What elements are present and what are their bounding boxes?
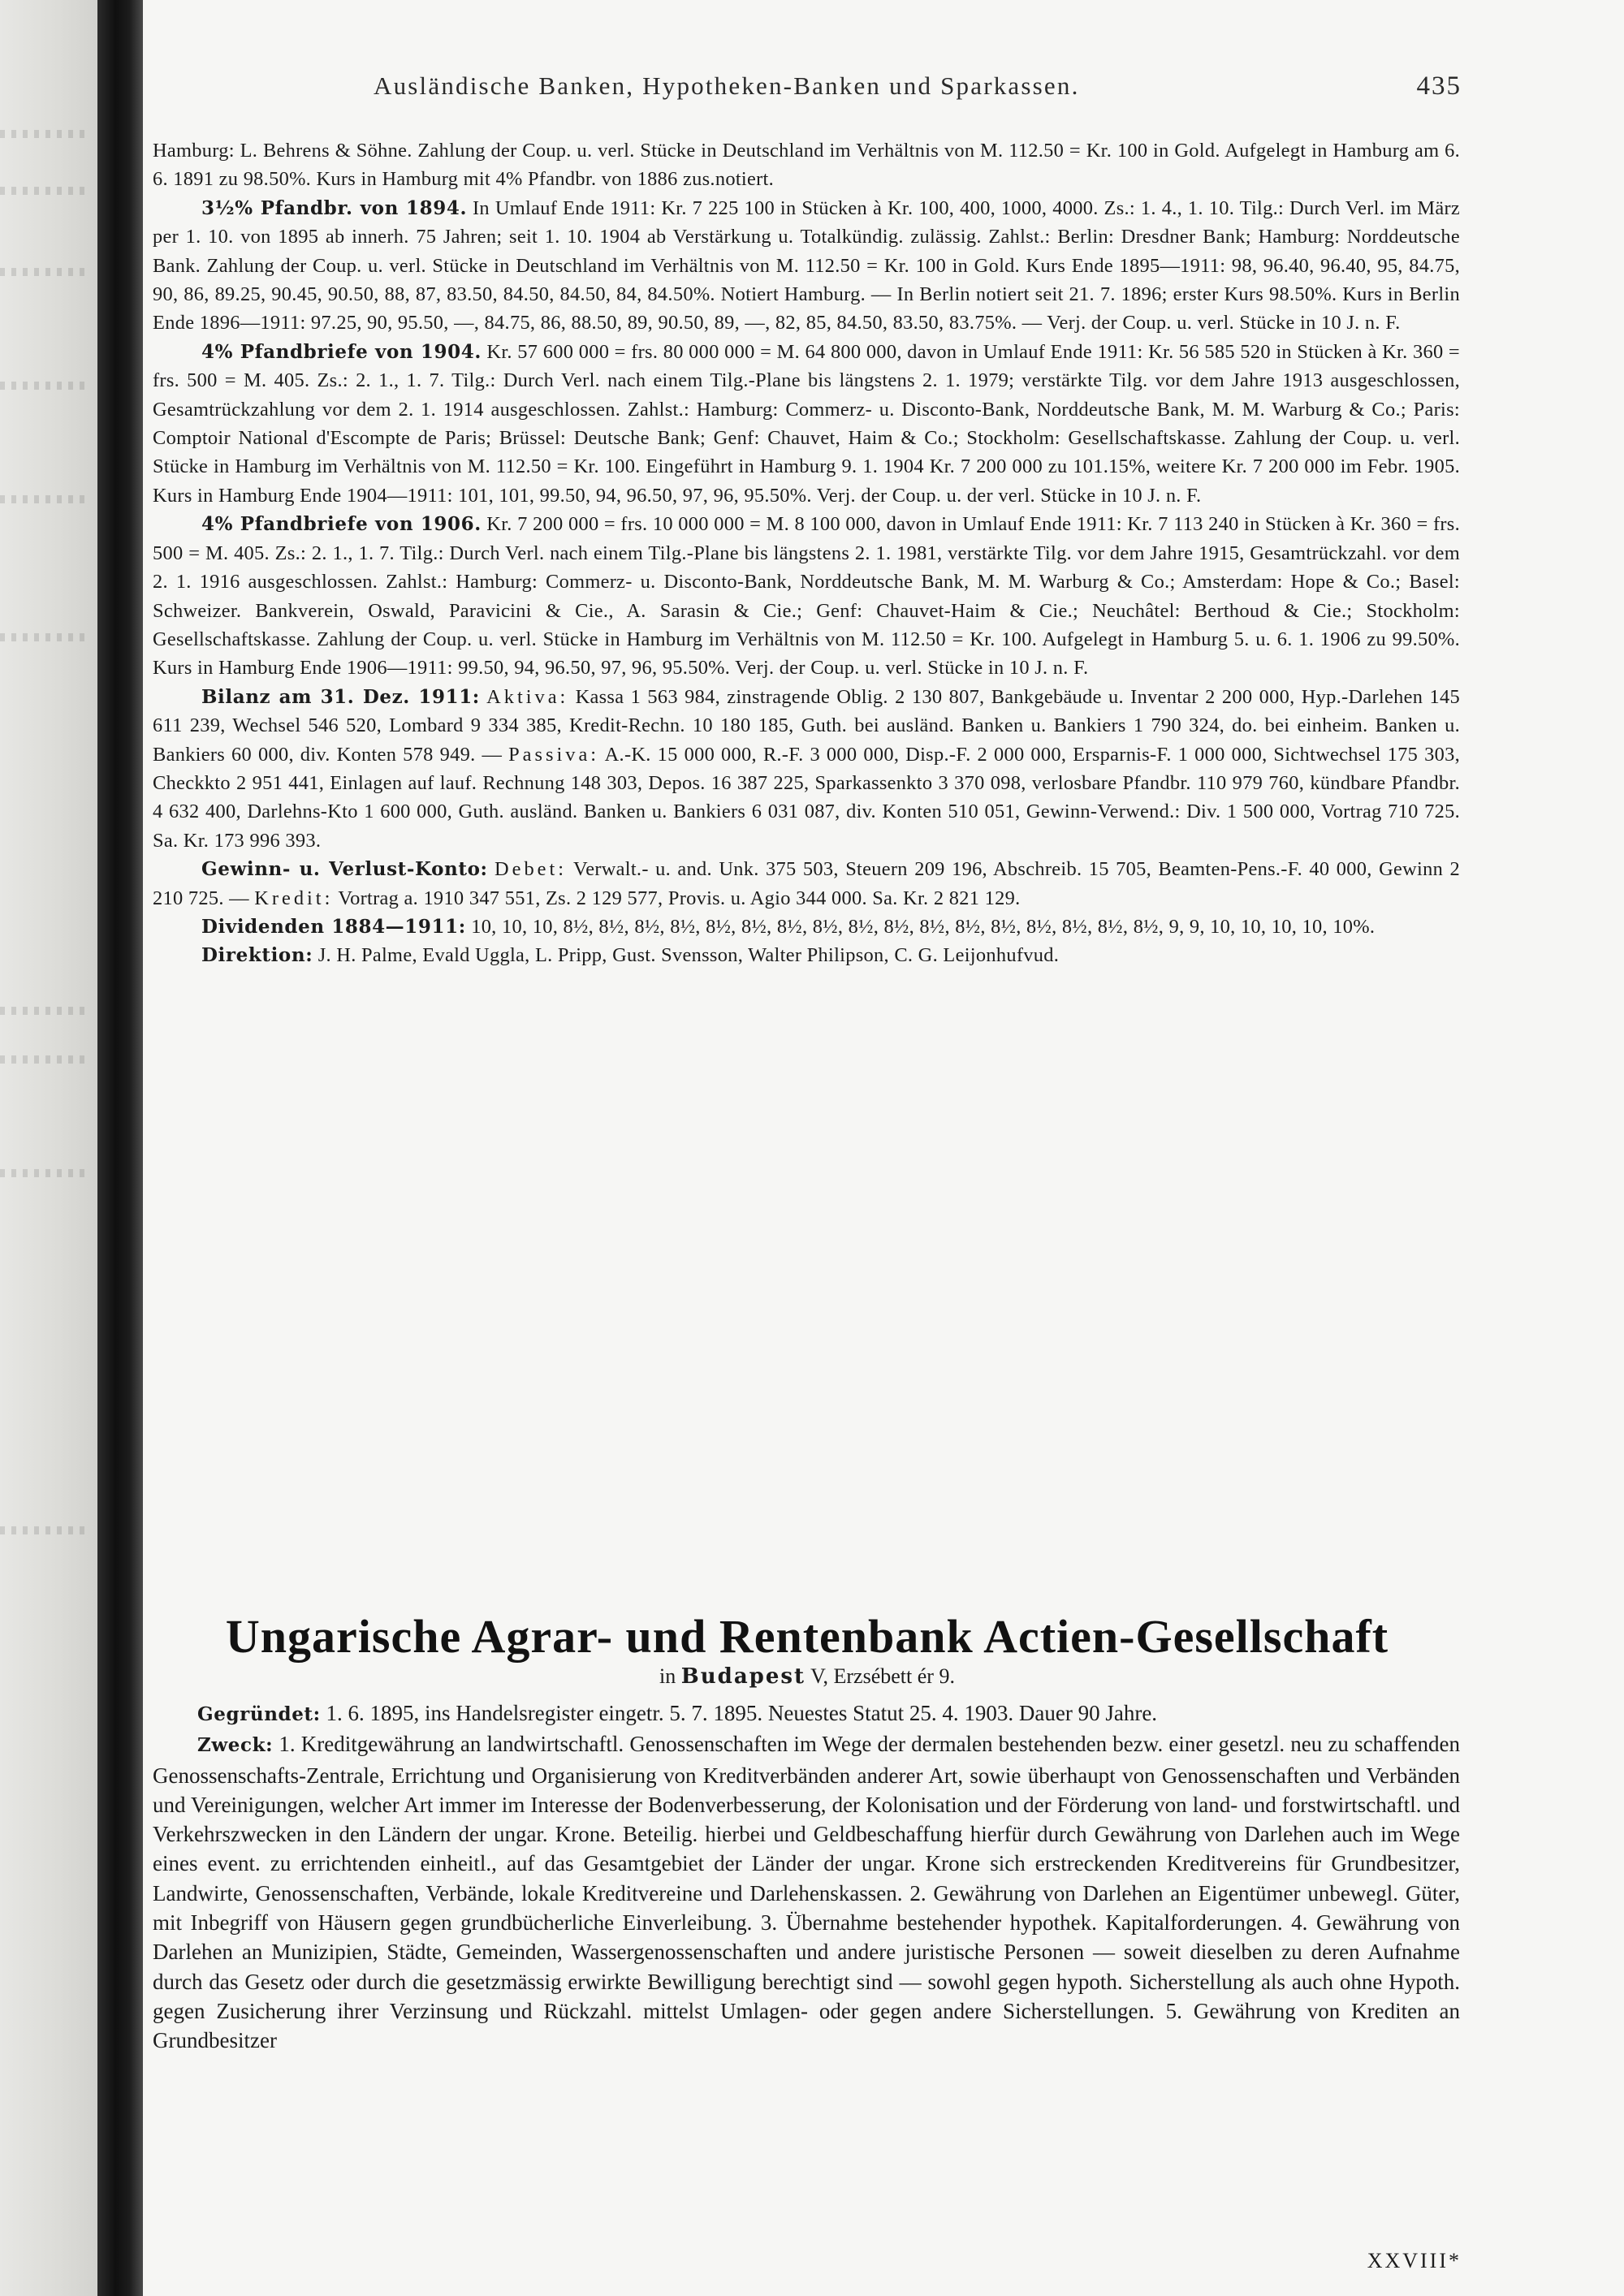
heading-gewinn-verlust: Gewinn- u. Verlust-Konto: [201,858,488,881]
heading-pfandbriefe-1904: 4% Pfandbriefe von 1904. [201,340,482,363]
paragraph-pfandbriefe-1904: 4% Pfandbriefe von 1904. Kr. 57 600 000 = frs. 80 000 000 = M. 64 800 000, davon in Umlauf Ende 1911: Kr. 56 585 520 in Stücken à Kr. 360 = frs. 500 = M. 405. Zs.: 2. 1., 1. 7. Tilg.: Durch Verl. nach einem Tilg.-Plane bis längstens 2. 1. 1979; verstärkte Tilg. vor dem Jahre 1913 ausgeschlossen, Gesamtrückzahlung vor dem 2. 1. 1914 ausgeschlossen. Zahlst.: Hamburg: Commerz- u. Disconto-Bank, Norddeutsche Bank, M. M. Warburg & Co.; Paris: Comptoir National d'Escompte de Paris; Brüssel: Deutsche Bank; Genf: Chauvet, Haim & Co.; Stockholm: Gesellschaftskasse. Zahlung der Coup. u. verl. Stücke in Hamburg im Verhältnis von M. 112.50 = Kr. 100. Eingeführt in Hamburg 9. 1. 1904 Kr. 7 200 000 zu 101.15%, weitere Kr. 7 200 000 im Febr. 1905. Kurs in Hamburg Ende 1904—1911: 101, 101, 99.50, 94, 96.50, 97, 96, 95.50%. Verj. der Coup. u. der verl. Stücke in 10 J. n. F. [153,340,1460,507]
heading-pfandbriefe-1906: 4% Pfandbriefe von 1906. [201,513,482,536]
company-location: in Budapest V, Erzsébett ér 9. [659,1664,955,1689]
adjacent-page-edge [0,0,97,2296]
paragraph-payment: Hamburg: L. Behrens & Söhne. Zahlung der Coup. u. verl. Stücke in Deutschland im Verhältnis von M. 112.50 = Kr. 100 in Gold. Aufgelegt in Hamburg am 6. 6. 1891 zu 98.50%. Kurs in Hamburg mit 4% Pfandbr. von 1886 zus.notiert. [153,140,1460,191]
running-header [244,71,1462,104]
bleed-fragment [0,1007,89,1015]
paragraph-pfandbriefe-1906: 4% Pfandbriefe von 1906. Kr. 7 200 000 = frs. 10 000 000 = M. 8 100 000, davon in Umlauf Ende 1911: Kr. 7 113 240 in Stücken à Kr. 360 = frs. 500 = M. 405. Zs.: 2. 1., 1. 7. Tilg.: Durch Verl. nach einem Tilg.-Plane bis längstens 2. 1. 1981, verstärkte Tilg. vor dem Jahre 1915, Gesamtrückzahl. vor dem 2. 1. 1916 ausgeschlossen. Zahlst.: Hamburg: Commerz- u. Disconto-Bank, Norddeutsche Bank, M. M. Warburg & Co.; Amsterdam: Hope & Co.; Basel: Schweizer. Bankverein, Oswald, Paravicini & Cie., A. Sarasin & Cie.; Genf: Chauvet-Haim & Cie.; Neuchâtel: Berthoud & Cie.; Stockholm: Gesellschaftskasse. Zahlung der Coup. u. verl. Stücke in Hamburg im Verhältnis von M. 112.50 = Kr. 100. Aufgelegt in Hamburg 5. u. 6. 1. 1906 zu 99.50%. Kurs in Hamburg Ende 1906—1911: 99.50, 94, 96.50, 97, 96, 95.50%. Verj. der Coup. u. verl. Stücke in 10 J. n. F. [153,513,1460,680]
heading-zweck: Zweck: [197,1734,274,1757]
bleed-fragment [0,268,89,276]
bank-entry-continued [153,136,1460,970]
bleed-fragment [0,633,89,641]
paragraph-direktion: Direktion: J. H. Palme, Evald Uggla, L. Pripp, Gust. Svensson, Walter Philipson, C. G. Leijonhufvud. [201,944,1060,967]
heading-bilanz: Bilanz am 31. Dez. 1911: [201,685,480,708]
paragraph-bilanz: Bilanz am 31. Dez. 1911: Aktiva: Kassa 1 563 984, zinstragende Oblig. 2 130 807, Bankgebäude u. Inventar 2 200 000, Hyp.-Darlehen 145 611 239, Wechsel 546 520, Lombard 9 334 385, Kredit-Rechn. 10 180 185, Guth. bei ausländ. Banken u. Bankiers 1 790 324, do. bei einheim. Banken u. Bankiers 60 000, div. Konten 578 949. — Passiva: A.-K. 15 000 000, R.-F. 3 000 000, Disp.-F. 2 000 000, Ersparnis-F. 1 000 000, Sichtwechsel 175 303, Checkkto 2 951 441, Einlagen auf lauf. Rechnung 148 303, Depos. 16 387 225, Sparkassenkto 3 370 098, verlosbare Pfandbr. 110 979 760, kündbare Pfandbr. 4 632 400, Darlehns-Kto 1 600 000, Guth. ausländ. Banken u. Bankiers 6 031 087, div. Konten 510 051, Gewinn-Verwend.: Div. 1 500 000, Vortrag 710 725. Sa. Kr. 173 996 393. [153,685,1460,852]
bleed-fragment [0,1169,89,1177]
book-spine-shadow [97,0,143,2296]
bleed-fragment [0,187,89,195]
company-address: V, Erzsébett ér 9. [810,1664,955,1688]
new-company-entry [153,1698,1460,2056]
header-title: Ausländische Banken, Hypotheken-Banken und Sparkassen. [374,71,1080,100]
paragraph-gewinn-verlust: Gewinn- u. Verlust-Konto: Debet: Verwalt.- u. and. Unk. 375 503, Steuern 209 196, Abschreib. 15 705, Beamten-Pens.-F. 40 000, Gewinn 2 210 725. — Kredit: Vortrag a. 1910 347 551, Zs. 2 129 577, Provis. u. Agio 344 000. Sa. Kr. 2 821 129. [153,858,1460,909]
bleed-fragment [0,1055,89,1064]
bleed-fragment [0,495,89,503]
signature-mark: XXVIII* [1367,2249,1462,2272]
heading-pfandbr-1894: 3½% Pfandbr. von 1894. [201,196,468,219]
page-number: 435 [1416,71,1462,101]
paragraph-zweck: Zweck: 1. Kreditgewährung an landwirtschaftl. Genossenschaften im Wege der dermalen bestehenden bezw. einer gesetzl. neu zu schaffenden Genossenschafts-Zentrale, Errichtung und Organisierung von Kreditverbänden anderer Art, sowie überhaupt von Genossenschaften und Verbänden und Vereinigungen, welcher Art immer im Interesse der Bodenverbesserung, der Kolonisation und der Förderung von land- und forstwirtschaftl. und Verkehrszwecken in den Ländern der ungar. Krone. Beteilig. hierbei und Geldbeschaffung hierfür durch Gewährung von Darlehen auch im Wege eines event. zu errichtenden einheitl., auf das Gesamtgebiet der Länder der ungar. Krone sich erstreckenden Kreditvereins für Grundbesitzer, Landwirte, Genossenschaften, Verbände, lokale Kreditvereine und Darlehenskassen. 2. Gewährung von Darlehen an Eigentümer unbewegl. Güter, mit Inbegriff von Häusern gegen grundbücherliche Einverleibung. 3. Übernahme bestehender hypothek. Kapitalforderungen. 4. Gewährung von Darlehen an Munizipien, Städte, Gemeinden, Wassergenossenschaften und andere juristische Personen — soweit dieselben zu deren Aufnahme durch das Gesetz oder durch die gesetzmässig erwirkte Bewilligung berechtigt sind — sowohl gegen hypoth. Sicherstellung als auch ohne Hypoth. gegen Zusicherung ihrer Verzinsung und Rückzahl. mittelst Umlagen- oder gegen andere Sicherstellungen. 5. Gewährung von Krediten an Grundbesitzer [153,1732,1460,2053]
bleed-fragment [0,1526,89,1534]
bleed-fragment [0,130,89,138]
paragraph-gegruendet: Gegründet: 1. 6. 1895, ins Handelsregister eingetr. 5. 7. 1895. Neuestes Statut 25. 4. 1903. Dauer 90 Jahre. [197,1701,1158,1725]
company-title: Ungarische Agrar- und Rentenbank Actien-Gesellschaft [225,1610,1389,1663]
heading-direktion: Direktion: [201,944,313,967]
paragraph-dividenden: Dividenden 1884—1911: 10, 10, 10, 8½, 8½, 8½, 8½, 8½, 8½, 8½, 8½, 8½, 8½, 8½, 8½, 8½, 8½, 8½, 8½, 8½, 9, 9, 10, 10, 10, 10, 10%. [201,915,1376,938]
heading-gegruendet: Gegründet: [197,1703,321,1725]
paragraph-pfandbr-1894: 3½% Pfandbr. von 1894. In Umlauf Ende 1911: Kr. 7 225 100 in Stücken à Kr. 100, 400, 1000, 4000. Zs.: 1. 4., 1. 10. Tilg.: Durch Verl. im März per 1. 10. von 1895 ab innerh. 75 Jahren; seit 1. 10. 1904 ab Verstärkung u. Totalkündig. zulässig. Zahlst.: Berlin: Dresdner Bank; Hamburg: Norddeutsche Bank. Zahlung der Coup. u. verl. Stücke in Deutschland im Verhältnis von M. 112.50 = Kr. 100 in Gold. Kurs Ende 1895—1911: 98, 96.40, 96.40, 95, 84.75, 90, 86, 89.25, 90.45, 90.50, 88, 87, 83.50, 84.50, 84.50, 84, 84.50%. Notiert Hamburg. — In Berlin notiert seit 21. 7. 1896; erster Kurs 98.50%. Kurs in Berlin Ende 1896—1911: 97.25, 90, 95.50, —, 84.75, 86, 88.50, 89, 90.50, 89, —, 82, 85, 84.50, 83.50, 83.75%. — Verj. der Coup. u. verl. Stücke in 10 J. n. F. [153,196,1460,334]
bleed-fragment [0,382,89,390]
heading-dividenden: Dividenden 1884—1911: [201,915,466,938]
company-city: Budapest [680,1664,806,1689]
